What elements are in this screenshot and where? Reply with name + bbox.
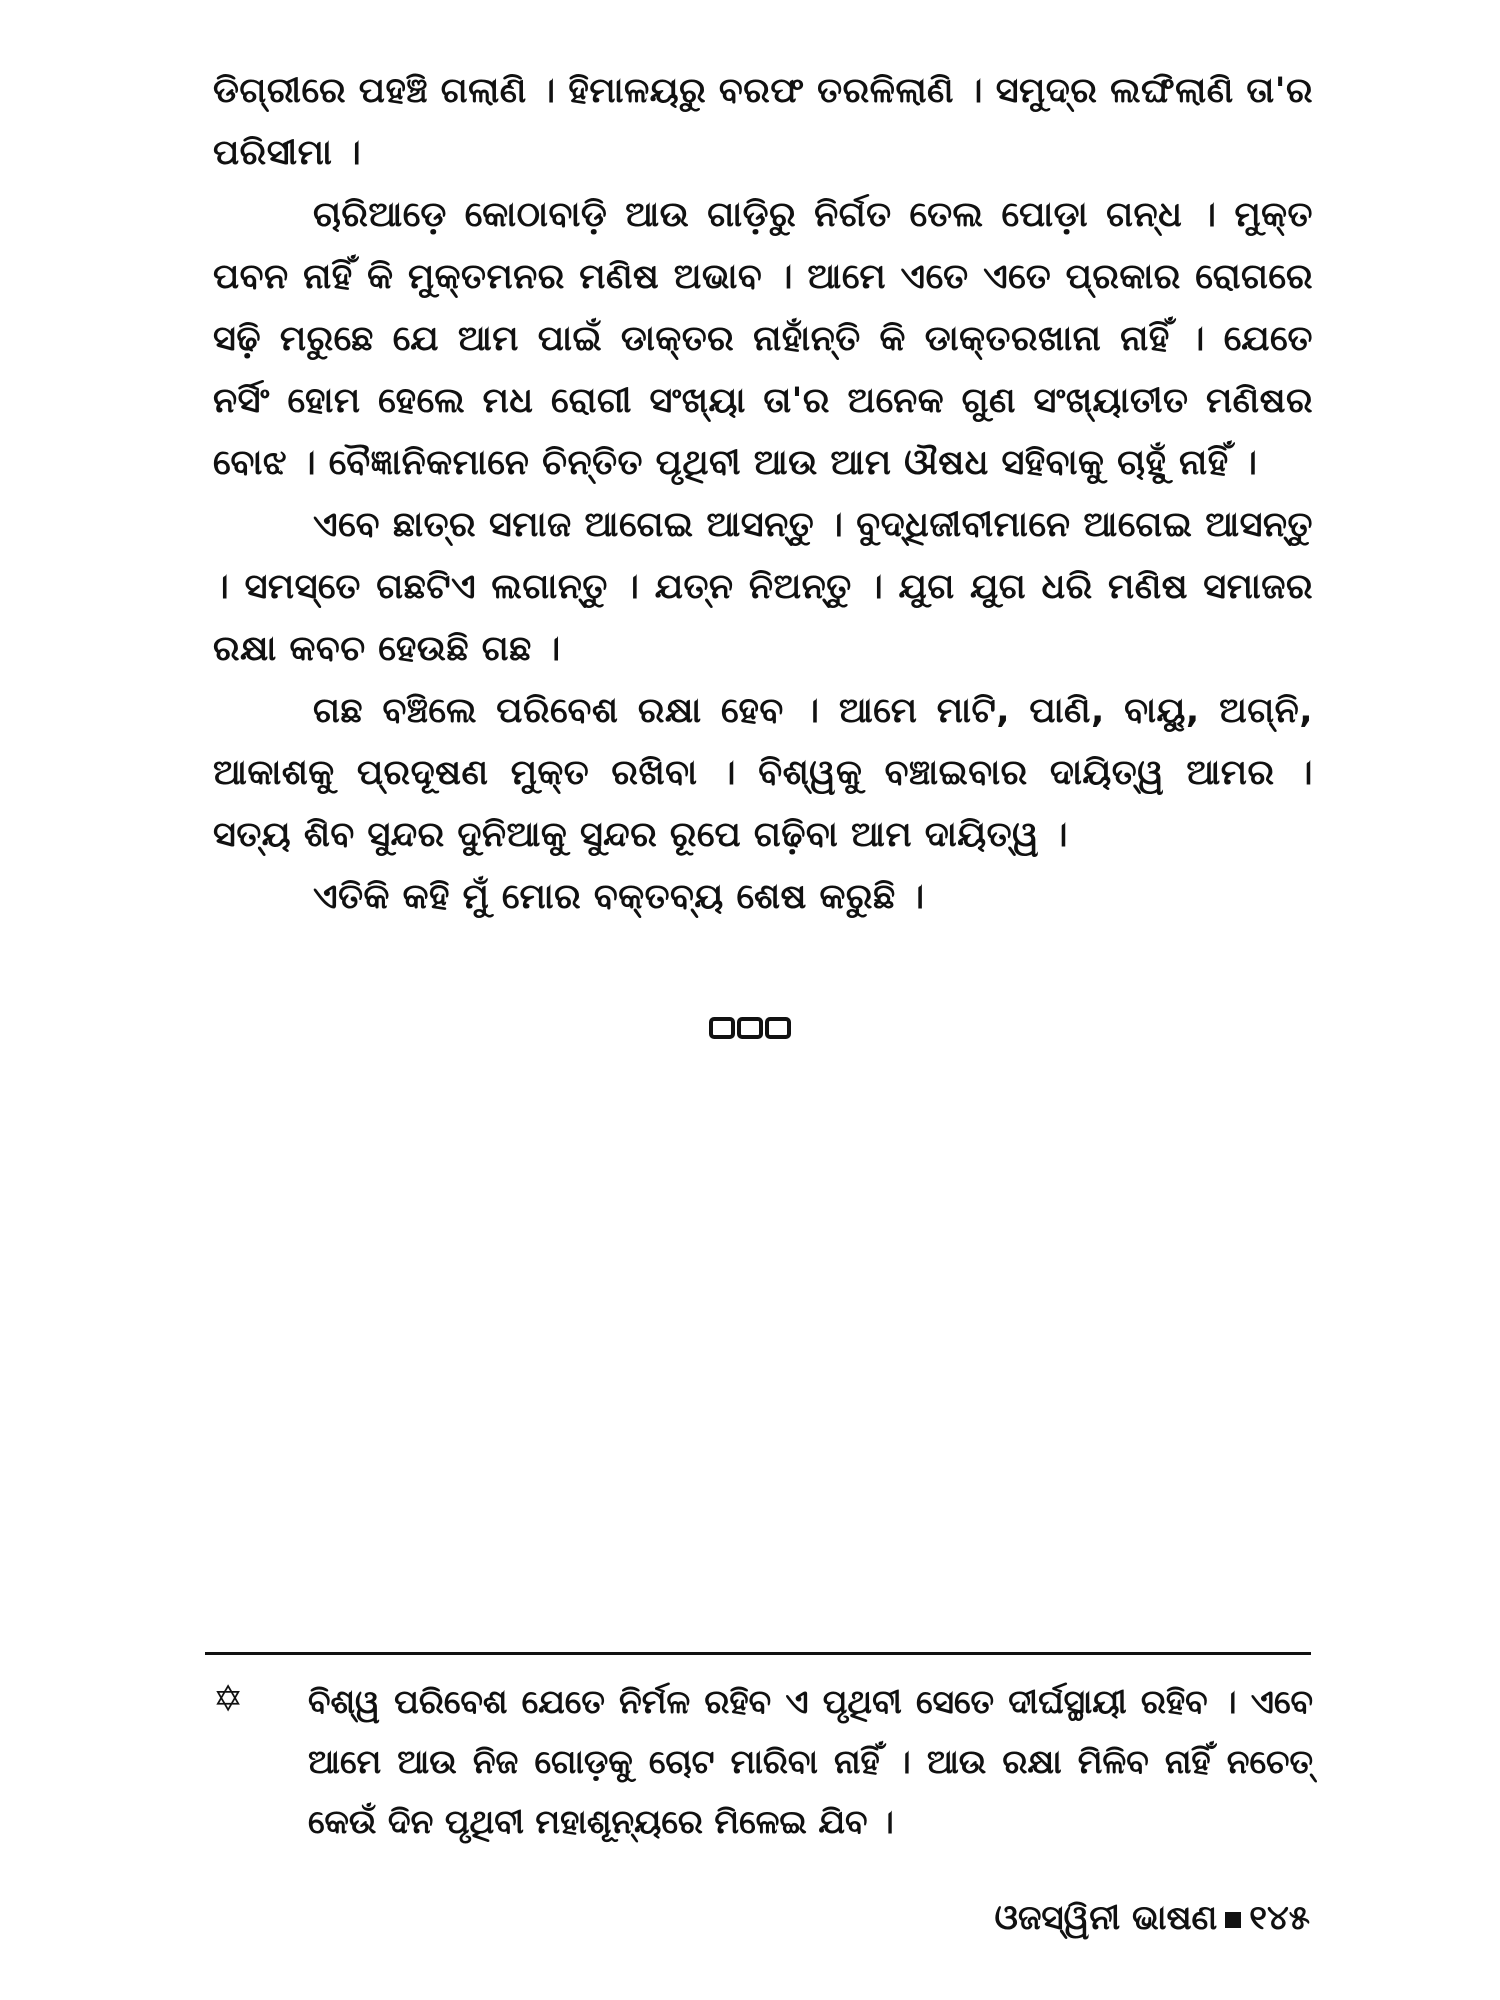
footer-square-icon [1225, 1912, 1241, 1928]
paragraph-1: ଡିଗ୍ରୀରେ ପହଞ୍ଚି ଗଲାଣି । ହିମାଳୟରୁ ବରଫ ତରଳିଲାଣି । ସମୁଦ୍ର ଲଙ୍ଘିଲାଣି ତା'ର ପରିସୀମା । [213, 71, 1313, 173]
page-footer [995, 1898, 1310, 1938]
ornament-square-icon [765, 1017, 791, 1039]
footnote-box [213, 1672, 1313, 1852]
paragraph-5: ଏତିକି କହି ମୁଁ ମୋର ବକ୍ତବ୍ୟ ଶେଷ କରୁଛି । [313, 877, 925, 917]
section-end-ornament-icon [0, 1012, 1500, 1047]
paragraph-2: ଚାରିଆଡ଼େ କୋଠାବାଡ଼ି ଆଉ ଗାଡ଼ିରୁ ନିର୍ଗତ ତେଲ ପୋଡ଼ା ଗନ୍ଧ । ମୁକ୍ତ ପବନ ନାହିଁ କି ମୁକ୍ତମନର ମଣିଷ ଅଭାବ । ଆମେ ଏତେ ଏତେ ପ୍ରକାର ରୋଗରେ ସଢ଼ି ମରୁଛେ ଯେ ଆମ ପାଇଁ ଡାକ୍ତର ନାହାଁନ୍ତି କି ଡାକ୍ତରଖାନା ନାହିଁ । ଯେତେ ନର୍ସିଂ ହୋମ ହେଲେ ମଧ ରୋଗୀ ସଂଖ୍ୟା ତା'ର ଅନେକ ଗୁଣ ସଂଖ୍ୟାତୀତ ମଣିଷର ବୋଝ । ବୈଜ୍ଞାନିକମାନେ ଚିନ୍ତିତ ପୃଥିବୀ ଆଉ ଆମ ଔଷଧ ସହିବାକୁ ଚାହୁଁ ନାହିଁ । [213, 195, 1313, 483]
star-of-david-icon: ✡ [213, 1679, 244, 1720]
page-number: ୧୪୫ [1249, 1898, 1310, 1938]
footnote-text: ବିଶ୍ୱ ପରିବେଶ ଯେତେ ନିର୍ମଳ ରହିବ ଏ ପୃଥିବୀ ସେତେ ଦୀର୍ଘସ୍ଥାୟୀ ରହିବ । ଏବେ ଆମେ ଆଉ ନିଜ ଗୋଡ଼କୁ ଚୋଟ ମାରିବା ନାହିଁ । ଆଉ ରକ୍ଷା ମିଳିବ ନାହିଁ ନଚେତ୍ କେଉଁ ଦିନ ପୃଥିବୀ ମହାଶୂନ୍ୟରେ ମିଳେଇ ଯିବ । [308, 1682, 1313, 1841]
footnote-divider [205, 1652, 1311, 1655]
paragraph-4: ଗଛ ବଞ୍ଚିଲେ ପରିବେଶ ରକ୍ଷା ହେବ । ଆମେ ମାଟି, ପାଣି, ବାୟୁ, ଅଗ୍ନି, ଆକାଶକୁ ପ୍ରଦୂଷଣ ମୁକ୍ତ ରଖିବା । ବିଶ୍ୱକୁ ବଞ୍ଚାଇବାର ଦାୟିତ୍ୱ ଆମର । ସତ୍ୟ ଶିବ ସୁନ୍ଦର ଦୁନିଆକୁ ସୁନ୍ଦର ରୂପେ ଗଢ଼ିବା ଆମ ଦାୟିତ୍ୱ । [213, 691, 1313, 855]
paragraph-3: ଏବେ ଛାତ୍ର ସମାଜ ଆଗେଇ ଆସନ୍ତୁ । ବୁଦ୍ଧିଜୀବୀମାନେ ଆଗେଇ ଆସନ୍ତୁ । ସମସ୍ତେ ଗଛଟିଏ ଲଗାନ୍ତୁ । ଯତ୍ନ ନିଅନ୍ତୁ । ଯୁଗ ଯୁଗ ଧରି ମଣିଷ ସମାଜର ରକ୍ଷା କବଚ ହେଉଛି ଗଛ । [213, 505, 1313, 669]
book-title: ଓଜସ୍ୱିନୀ ଭାଷଣ [994, 1898, 1218, 1938]
main-text [213, 60, 1313, 928]
ornament-square-icon [737, 1017, 763, 1039]
ornament-square-icon [709, 1017, 735, 1039]
